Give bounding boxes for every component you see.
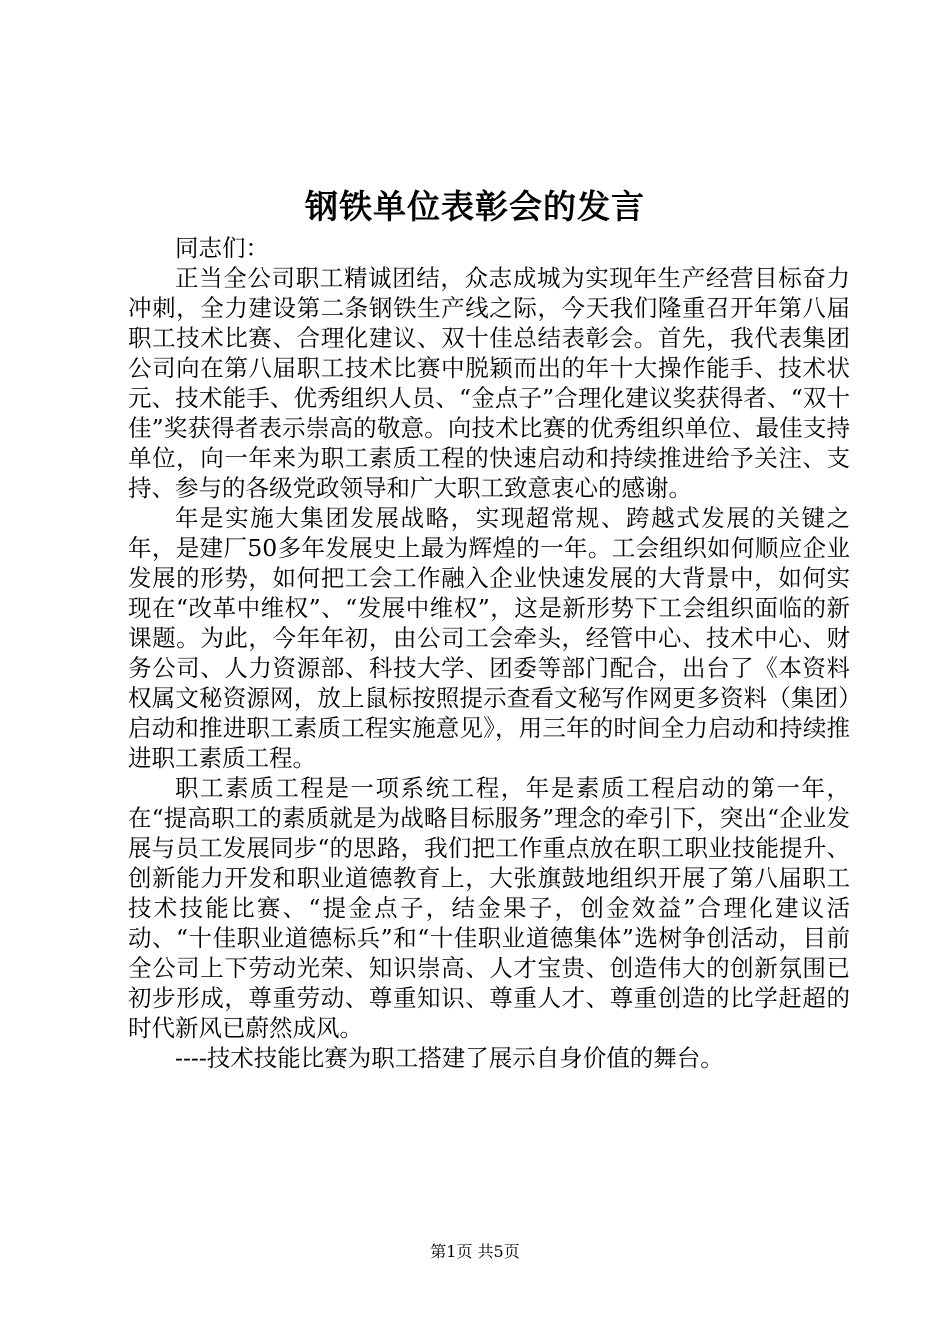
- paragraph: 职工素质工程是一项系统工程，年是素质工程启动的第一年，在“提高职工的素质就是为战略目标服务”理念的牵引下，突出“企业发展与员工发展同步“的思路，我们把工作重点放在职工职业技能提升、创新能力开发和职业道德教育上，大张旗鼓地组织开展了第八届职工技术技能比赛、“提金点子，结金果子，创金效益”合理化建议活动、“十佳职业道德标兵”和“十佳职业道德集体”选树争创活动，目前全公司上下劳动光荣、知识崇高、人才宝贵、创造伟大的创新氛围已初步形成，尊重劳动、尊重知识、尊重人才、尊重创造的比学赶超的时代新风已蔚然成风。: [128, 774, 850, 1042]
- paragraph: ----技术技能比赛为职工搭建了展示自身价值的舞台。: [175, 1044, 724, 1072]
- paragraph: 年是实施大集团发展战略，实现超常规、跨越式发展的关键之年，是建厂50多年发展史上最为辉煌的一年。工会组织如何顺应企业发展的形势，如何把工会工作融入企业快速发展的大背景中，如何实现在“改革中维权”、“发展中维权”，这是新形势下工会组织面临的新课题。为此，今年年初，由公司工会牵头，经管中心、技术中心、财务公司、人力资源部、科技大学、团委等部门配合，出台了《本资料权属文秘资源网，放上鼠标按照提示查看文秘写作网更多资料（集团）启动和推进职工素质工程实施意见》，用三年的时间全力启动和持续推进职工素质工程。: [128, 504, 850, 772]
- page-footer: 第1页 共5页: [430, 1242, 520, 1261]
- document-body: [128, 233, 850, 1073]
- paragraph: 正当全公司职工精诚团结，众志成城为实现年生产经营目标奋力冲刺，全力建设第二条钢铁生产线之际，今天我们隆重召开年第八届职工技术比赛、合理化建议、双十佳总结表彰会。首先，我代表集团公司向在第八届职工技术比赛中脱颖而出的年十大操作能手、技术状元、技术能手、优秀组织人员、“金点子”合理化建议奖获得者、“双十佳”奖获得者表示崇高的敬意。向技术比赛的优秀组织单位、最佳支持单位，向一年来为职工素质工程的快速启动和持续推进给予关注、支持、参与的各级党政领导和广大职工致意衷心的感谢。: [128, 264, 850, 502]
- document-title: 钢铁单位表彰会的发言: [305, 187, 645, 226]
- salutation: 同志们：: [175, 234, 269, 262]
